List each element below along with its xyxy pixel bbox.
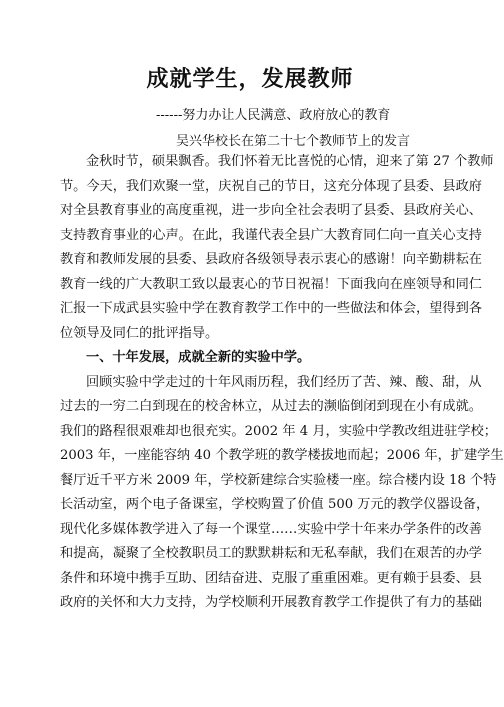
paragraph-1-line: 教育一线的广大教职工致以最衷心的节日祝福！下面我向在座领导和同仁 (60, 276, 482, 292)
paragraph-2-line: 长活动室，两个电子备课室，学校购置了价值 500 万元的教学仪器设备， (60, 497, 490, 512)
paragraph-1-line: 对全县教育事业的高度重视，进一步向全社会表明了县委、县政府关心、 (60, 203, 482, 218)
paragraph-2-line: 过去的一穷二白到现在的校舍林立，从过去的濒临倒闭到现在小有成就。 (60, 399, 482, 414)
document-body (60, 150, 504, 616)
paragraph-1-line: 位领导及同仁的批评指导。 (60, 325, 219, 341)
paragraph-2-line: 餐厅近千平方米 2009 年，学校新建综合实验楼一座。综合楼内设 18 个特 (60, 472, 497, 488)
document-title: 成就学生，发展教师 (146, 66, 354, 92)
paragraph-1-line: 节。今天，我们欢聚一堂，庆祝自己的节日，这充分体现了县委、县政府 (60, 178, 482, 194)
section-1-heading: 一、十年发展，成就全新的实验中学。 (86, 350, 311, 365)
paragraph-1-line: 支持教育事业的心声。在此，我谨代表全县广大教育同仁向一直关心支持 (60, 227, 482, 243)
paragraph-2-line: 2003 年，一座能容纳 40 个教学班的教学楼拔地而起；2006 年，扩建学生 (60, 448, 504, 463)
paragraph-2-line: 政府的关怀和大力支持，为学校顺利开展教育教学工作提供了有力的基础 (60, 595, 482, 610)
paragraph-2-line: 我们的路程很艰难却也很充实。2002 年 4 月，实验中学教改组进驻学校； (60, 423, 497, 439)
paragraph-1-line: 汇报一下成武县实验中学在教育教学工作中的一些做法和体会，望得到各 (60, 301, 482, 316)
paragraph-1-line: 金秋时节，硕果飘香。我们怀着无比喜悦的心情，迎来了第 27 个教师 (86, 154, 494, 169)
paragraph-2-line: 条件和环境中携手互助、团结奋进、克服了重重困难。更有赖于县委、县 (60, 570, 482, 586)
document-subtitle: ------努力办让人民满意、政府放心的教育 (156, 108, 391, 123)
paragraph-1-line: 教育和教师发展的县委、县政府各级领导表示衷心的感谢！向辛勤耕耘在 (60, 252, 482, 267)
paragraph-2-line: 现代化多媒体教学进入了每一个课堂……实验中学十年来办学条件的改善 (60, 521, 482, 537)
paragraph-2-line: 回顾实验中学走过的十年风雨历程，我们经历了苦、辣、酸、甜，从 (86, 374, 482, 390)
paragraph-2-line: 和提高，凝聚了全校教职员工的默默耕耘和无私奉献，我们在艰苦的办学 (60, 546, 482, 561)
document-byline: 吴兴华校长在第二十七个教师节上的发言 (176, 134, 411, 149)
